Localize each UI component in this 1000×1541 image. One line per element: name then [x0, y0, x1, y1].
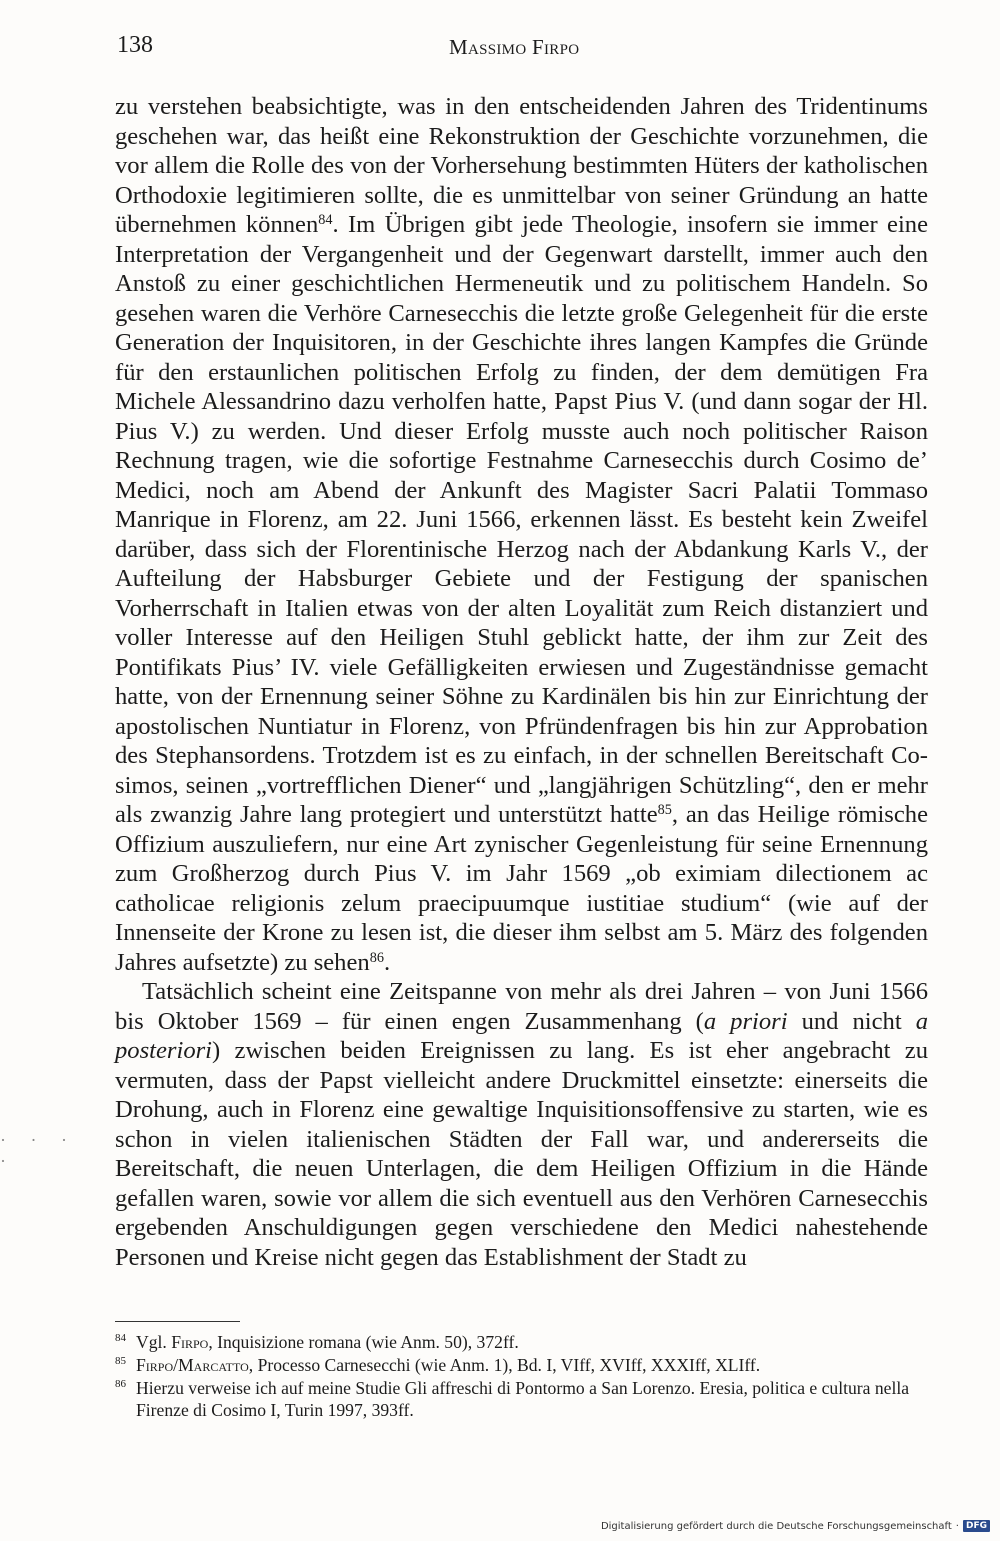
footnote-number: 86: [115, 1377, 126, 1390]
footnote-ref-84[interactable]: 84: [318, 212, 333, 229]
scan-artifact-dots: · · · ·: [0, 1130, 77, 1171]
footnote-author: Firpo/Marcatto: [136, 1354, 249, 1375]
footnote-ref-85[interactable]: 85: [657, 802, 672, 819]
text-run: zu verstehen beabsichtigte, was in den entscheidenden Jahren des Tridentinums geschehen war, das heißt eine Rekonstruktion der Geschichte vorzunehmen, die vor allem die Rolle des von der Vorhersehung bestimmten Hüters der katholischen Orthodoxie legitimieren sollte, die es unmittelbar von seiner Gründung an hatte übernehmen können: [115, 93, 928, 238]
text-run: .: [383, 948, 391, 976]
dfg-logo-icon: DFG: [963, 1520, 990, 1532]
footnote-text: Hierzu verweise ich auf meine Studie Gli affreschi di Pontormo a San Lorenzo. Eresia, politica e cultura nella Firenze di Cosimo I, Turin 1997, 393ff.: [136, 1377, 910, 1421]
footnote-85: [115, 1354, 928, 1377]
digitization-text: Digitalisierung gefördert durch die Deutsche Forschungsgemeinschaft: [600, 1520, 952, 1532]
footnote-rule: [115, 1321, 240, 1322]
text-run: und nicht: [787, 1007, 916, 1035]
italic-a-priori: a priori: [703, 1007, 788, 1035]
text-run: . Im Übrigen gibt jede Theologie, insofern sie immer eine Interpretation der Vergangenheit und der Gegenwart darstellt, immer auch den Anstoß zu einer geschichtlichen Hermeneutik und zu politischem Handeln. So gesehen waren die Verhöre Carnesecchis die letzte große Gelegenheit für die erste Generation der Inquisitoren, in der Geschichte ihres langen Kampfes die Gründe für den erstaunlichen politischen Erfolg zu finden, der dem demütigen Fra Michele Alessandrino dazu verholfen hatte, Papst Pius V. (und dann sogar der Hl. Pius V.) zu werden. Und dieser Erfolg musste auch noch politischer Raison Rechnung tragen, wie die sofortige Festnahme Carnesecchis durch Cosimo de’ Medici, noch am Abend der Ankunft des Magister Sacri Palatii Tommaso Manrique in Florenz, am 22. Juni 1566, erkennen lässt. Es besteht kein Zweifel darüber, dass sich der Florentinische Herzog nach der Abdankung Karls V., der Aufteilung der Habsburger Gebiete und der Festigung der spanischen Vorherrschaft in Italien etwas von der alten Loyalität zum Reich distanziert und voller Interesse auf den Heiligen Stuhl geblickt hatte, der ihm zur Zeit des Pontifikats Pius’ IV. viele Gefälligkeiten erwiesen und Zugeständnisse gemacht hatte, von der Ernennung seiner Söhne zu Kardinälen bis hin zur Einrichtung der apostolischen Nuntiatur in Florenz, von Pfründenfragen bis hin zur Approbation des Stephansordens. Trotzdem ist es zu einfach, in der schnellen Bereitschaft Cosimos, seinen „vortrefflichen Diener“ und „langjährigen Schützling“, den er mehr als zwanzig Jahre lang protegiert und unterstützt hatte: [115, 211, 928, 828]
paragraph-1: [115, 92, 928, 977]
footnotes: [115, 1331, 928, 1422]
running-title: Massimo Firpo: [449, 35, 580, 59]
main-text: [115, 92, 928, 1272]
italic-a-posteriori: a posteriori: [115, 1007, 928, 1064]
digitization-credit: [601, 1520, 990, 1532]
text-run: ) zwischen beiden Ereignissen zu lang. Es ist eher angebracht zu vermuten, dass der Papst vielleicht andere Druckmittel einsetzte: einerseits die Drohung, auch in Florenz eine gewaltige Inquisitionsoffensive zu starten, wie es schon in vielen italienischen Städten der Fall war, und andererseits die Bereitschaft, die neuen Unterlagen, die dem Heiligen Offizium in die Hände gefallen waren, sowie vor allem die sich eventuell aus den Verhören Carnesecchis ergebenden Anschuldigungen gegen verschiedene den Medici nahestehende Personen und Kreise nicht gegen das Establishment der Stadt zu: [115, 1037, 928, 1271]
footnote-ref-86[interactable]: 86: [369, 949, 384, 966]
page-number: 138: [117, 32, 153, 58]
footnote-text: Vgl.: [136, 1332, 172, 1352]
footnote-text: , Processo Carnesecchi (wie Anm. 1), Bd. I, VIff, XVIff, XXXIff, XLIff.: [248, 1354, 761, 1375]
footnote-number: 84: [115, 1332, 126, 1344]
footnote-number: 85: [115, 1354, 126, 1367]
paragraph-2: [115, 977, 928, 1272]
separator: ·: [955, 1520, 959, 1532]
running-head: [115, 26, 928, 62]
text-run: , an das Heilige römische Offizium auszuliefern, nur eine Art zynischer Gegenleistung für seine Ernennung zum Großherzog durch Pius V. im Jahr 1569 „ob eximiam dilectionem ac catholicae religionis zelum praecipuumque iustitiae studium“ (wie auf der Innenseite der Krone zu lesen ist, die dieser ihm selbst am 5. März des folgenden Jahres aufsetzte) zu sehen: [115, 801, 928, 976]
footnote-text: , Inquisizione romana (wie Anm. 50), 372ff.: [208, 1332, 519, 1352]
footnote-author: Firpo: [171, 1332, 209, 1352]
footnote-86: [115, 1377, 928, 1423]
text-run: Tatsächlich scheint eine Zeitspanne von mehr als drei Jahren – von Juni 1566 bis Oktober 1569 – für einen engen Zusammenhang (: [115, 978, 928, 1035]
footnote-84: [115, 1331, 928, 1354]
